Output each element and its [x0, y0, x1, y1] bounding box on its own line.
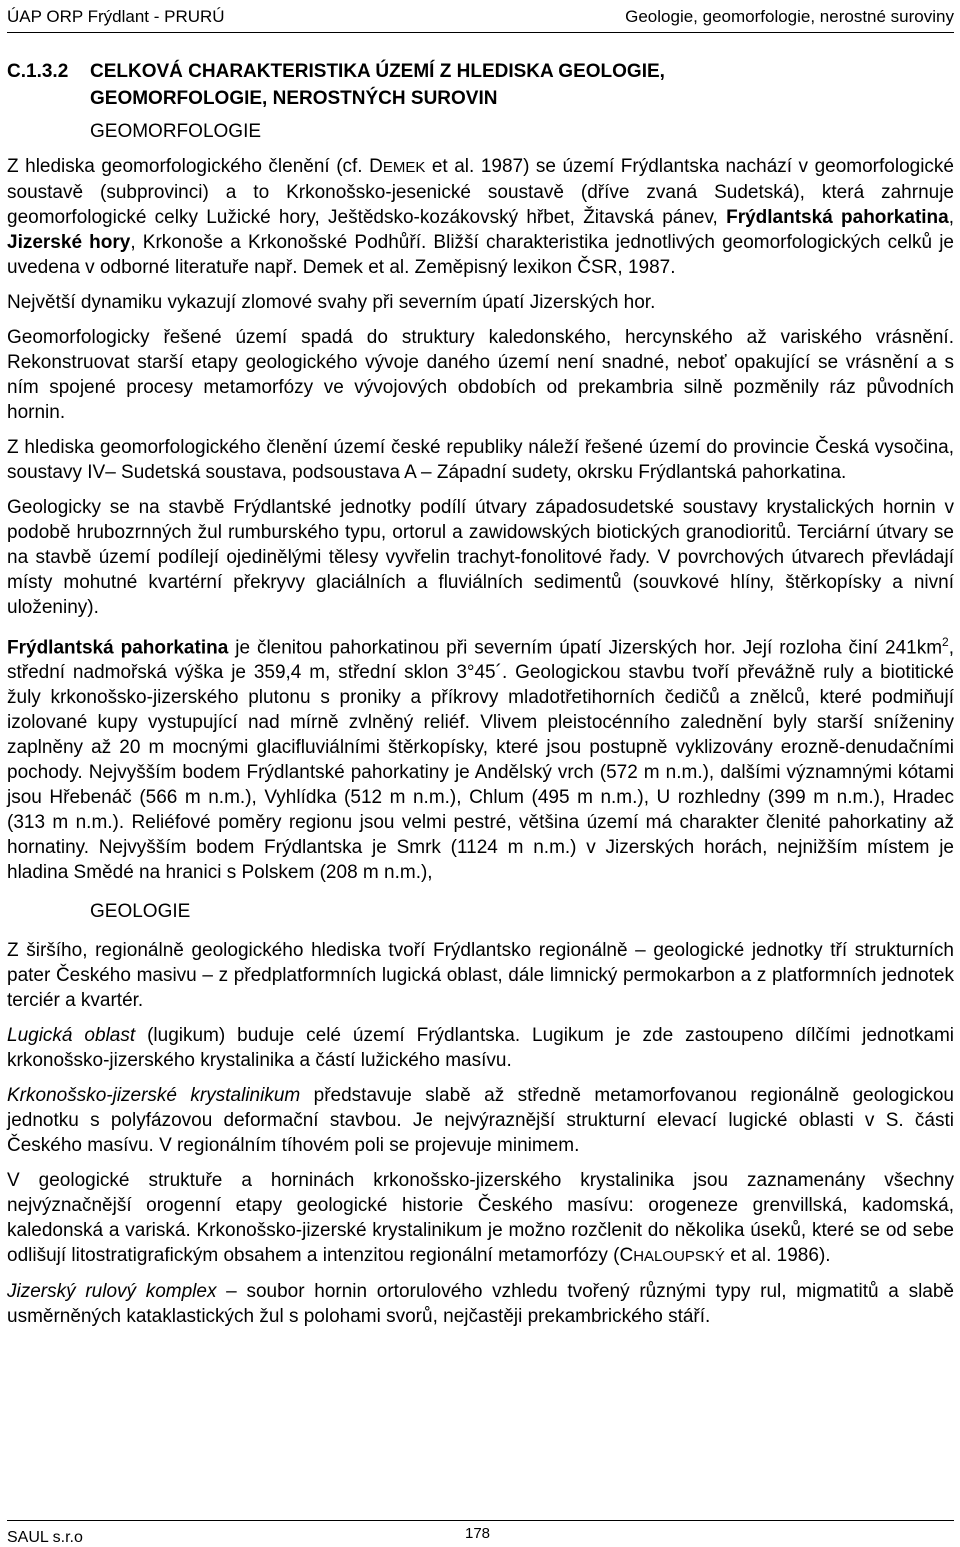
header-chapter-title: Geologie, geomorfologie, nerostné suroviny — [625, 7, 954, 26]
geologie-paragraph-4: V geologické struktuře a horninách krkonošsko-jizerského krystalinika jsou zaznamenány všechny nejvýznačnější orogenní etapy geologické historie Českého masívu: orogeneze grenvillská, kadomská, kaledonská a variská. Krkonošsko-jizerské krystalinikum je možno rozčlenit do několika úseků, které se od sebe odlišují litostratigrafickým obsahem a intenzitou regionální metamorfózy (CHALOUPSKÝ et al. 1986). — [7, 1170, 954, 1267]
geologie-paragraph-3: Krkonošsko-jizerské krystalinikum představuje slabě až středně metamorfovanou regionálně geologickou jednotku s polyfázovou deformační stavbou. Je nejvýraznější strukturní elevací lugické oblasti v S. části Českého masívu. V regionálním tíhovém poli se projevuje minimem. — [7, 1085, 954, 1157]
geomorfologie-paragraph-4: Z hlediska geomorfologického členění území české republiky náleží řešené území do provincie Česká vysočina, soustavy IV– Sudetská soustava, podsoustava A – Západní sudety, okrsku Frýdlantská pahorkatina. — [7, 437, 954, 483]
section-title-line-1: CELKOVÁ CHARAKTERISTIKA ÚZEMÍ Z HLEDISKA GEOLOGIE, — [90, 61, 665, 82]
page-number: 178 — [465, 1525, 491, 1542]
geomorfologie-paragraph-5: Geologicky se na stavbě Frýdlantské jednotky podílí útvary západosudetské soustavy krystalických hornin v podobě hrubozrnných žul rumburského typu, ortorul a zawidowských biotických granodioritů. Terciární útvary se na stavbě území podílejí ojedinělými tělesy vyvřelin trachyt-fonolitové řady. V povrchových útvarech převládají místy mohutné kvartérní překryvy glaciálních a fluviálních sedimentů (souvkové hlíny, štěrkopísky a nivní uloženiny). — [7, 497, 954, 618]
footer-company: SAUL s.r.o — [7, 1529, 83, 1546]
geomorfologie-paragraph-1: Z hlediska geomorfologického členění (cf. DEMEK et al. 1987) se území Frýdlantska nachází v geomorfologické soustavě (subprovinci) a to Krkonošsko-jesenické soustavě (dříve zvaná Sudetská), která zahrnuje geomorfologické celky Lužické hory, Ještědsko-kozákovský hřbet, Žitavská pánev, Frýdlantská pahorkatina, Jizerské hory, Krkonoše a Krkonošské Podhůří. Bližší charakteristika jednotlivých geomorfologických celků je uvedena v odborné literatuře např. Demek et al. Zeměpisný lexikon ČSR, 1987. — [7, 156, 954, 278]
page-footer — [7, 1520, 954, 1546]
geologie-paragraph-5: Jizerský rulový komplex – soubor hornin ortorulového vzhledu tvořený různými typy rul, migmatitů a slabě usměrněných kataklastických žul s polohami svorů, nejčastěji prekambrického stáří. — [7, 1281, 954, 1328]
geologie-paragraph-1: Z širšího, regionálně geologického hlediska tvoří Frýdlantsko regionálně – geologické jednotky tří strukturních pater Českého masivu – z předplatformních lugická oblast, dále limnický permokarbon a z platformních jednotek terciér a kvartér. — [7, 940, 954, 1012]
geomorfologie-paragraph-2: Největší dynamiku vykazují zlomové svahy při severním úpatí Jizerských hor. — [7, 292, 656, 313]
section-number: C.1.3.2 — [7, 61, 69, 82]
geologie-paragraph-2: Lugická oblast (lugikum) buduje celé území Frýdlantska. Lugikum je zde zastoupeno dílčími jednotkami krkonošsko-jizerského krystalinika a částí lužického masívu. — [7, 1025, 954, 1072]
geologie-heading: GEOLOGIE — [90, 901, 191, 923]
document-body — [7, 154, 954, 1339]
geomorfologie-paragraph-6: Frýdlantská pahorkatina je členitou pahorkatinou při severním úpatí Jizerských hor. Její rozloha činí $241km^2$, střední nadmořská výška je 359,4 m, střední sklon 3°45´. Geologickou stavbu tvoří převážně ruly a biotitické žuly krkonošsko-jizerského plutonu s proniky a příkrovy mladotřetihorních čedičů a znělců, které podmiňují izolované kupy vystupující nad mírně zvlněný reliéf. Vlivem pleistocénního zalednění byly starší sníženiny zaplněny až 20 m mocnými glacifluviálními štěrkopísky, které jsou postupně vyklizovány erozně-denudačními pochody. Nejvyšším bodem Frýdlantské pahorkatiny je Andělský vrch (572 m n.m.), dalšími významnými kótami jsou Hřebenáč (566 m n.m.), Vyhlídka (512 m n.m.), Chlum (495 m n.m.), U rozhledny (399 m n.m.), Hradec (313 m n.m.). Reliéfové poměry regionu jsou velmi pestré, většina území má charakter členité pahorkatiny až hornatiny. Nejvyšším bodem Frýdlantska je Smrk (1124 m n.m.) v Jizerských horách, nejnižším místem je hladina Smědé na hranici s Polskem (208 m n.m.), — [7, 635, 954, 884]
page-header — [7, 4, 954, 33]
geomorfologie-paragraph-3: Geomorfologicky řešené území spadá do struktury kaledonského, hercynského až variského vrásnění. Rekonstruovat starší etapy geologického vývoje daného území není snadné, neboť opakující se vrásnění a s ním spojené procesy metamorfózy ve vývojových obdobích od prekambria silně pozměnily ráz původních hornin. — [7, 327, 954, 423]
section-title-text — [90, 58, 940, 112]
geomorfologie-heading: GEOMORFOLOGIE — [90, 121, 262, 142]
section-title-line-2: GEOMORFOLOGIE, NEROSTNÝCH SUROVIN — [90, 88, 498, 109]
header-document-title: ÚAP ORP Frýdlant - PRURÚ — [7, 7, 225, 26]
